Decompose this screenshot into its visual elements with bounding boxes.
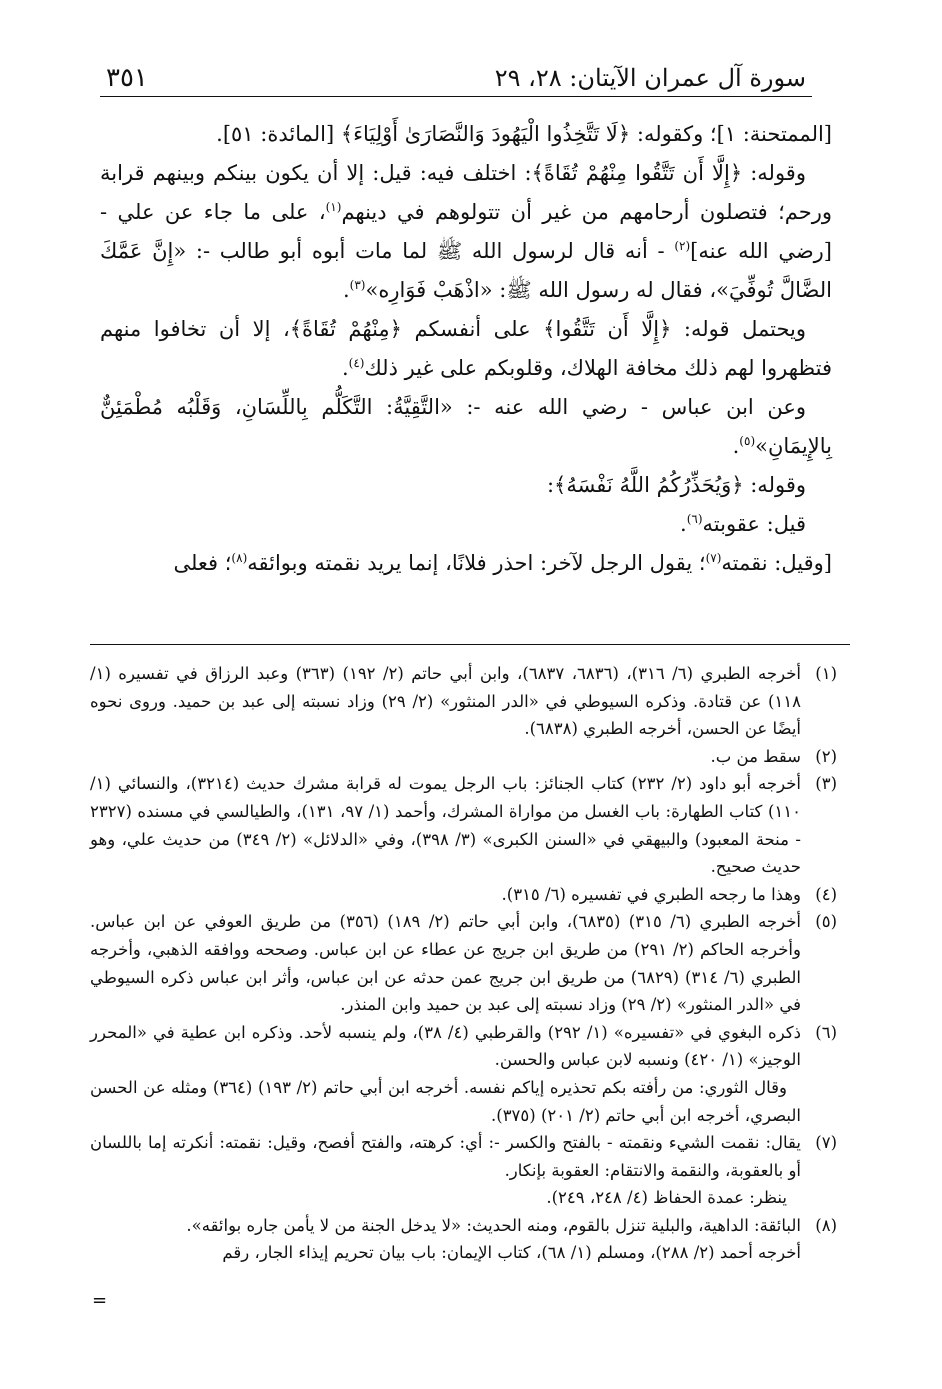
paragraph-6: قيل: عقوبته$^{(٦)}$. xyxy=(680,512,806,536)
paragraph-1: [الممتحنة: ١]؛ وكقوله: ﴿لَا تَتَّخِذُوا الْيَهُودَ وَالنَّصَارَىٰ أَوْلِيَاءَ﴾ [المائدة: ٥١]. xyxy=(216,122,832,146)
footnote-ref-5[interactable]: (٥) xyxy=(739,434,756,448)
footnote-ref-2[interactable]: (٢) xyxy=(674,239,691,253)
footnote-number: (٣) xyxy=(815,774,837,794)
footnote-1 xyxy=(90,660,837,743)
footnote-text-continued: أخرجه أحمد (٢/ ٢٨٨)، ومسلم (١/ ٦٨)، كتاب الإيمان: باب بيان تحريم إيذاء الجار، رقم xyxy=(222,1243,801,1263)
footnote-number: (٥) xyxy=(815,912,837,932)
paragraph-3: ويحتمل قوله: ﴿إِلَّا أَن تَتَّقُوا﴾ على أنفسكم ﴿مِنْهُمْ تُقَاةً﴾، إلا أن تخافوا منهم فتظهروا لهم ذلك مخافة الهلاك، وقلوبكم على غير ذلك$^{(٤)}$. xyxy=(100,317,832,380)
footnote-4 xyxy=(90,881,837,909)
footnote-2 xyxy=(90,743,837,771)
footnote-ref-1[interactable]: (١) xyxy=(325,200,342,214)
footnote-text: أخرجه أبو داود (٢/ ٢٣٢) كتاب الجنائز: باب الرجل يموت له قرابة مشرك حديث (٣٢١٤)، والنسائي (١/ ١١٠) كتاب الطهارة: باب الغسل من مواراة المشرك، وأحمد (١/ ٩٧، ١٣١)، والطيالسي في مسنده (٢٣٢٧ - منحة المعبود) والبيهقي في «السنن الكبرى» (٣/ ٣٩٨)، وفي «الدلائل» (٢/ ٣٤٩) من حديث علي، وهو حديث صحيح. xyxy=(90,774,801,877)
footnote-ref-7[interactable]: (٧) xyxy=(705,551,722,565)
footnote-8 xyxy=(90,1212,837,1267)
paragraph-7: [وقيل: نقمته$^{(٧)}$؛ يقول الرجل لآخر: احذر فلانًا، إنما يريد نقمته وبوائقه$^{(٨)}$؛ فعلى xyxy=(173,551,832,575)
main-text xyxy=(100,115,832,583)
footnote-ref-4[interactable]: (٤) xyxy=(348,356,365,370)
running-title: سورة آل عمران الآيتان: ٢٨، ٢٩ xyxy=(494,64,806,92)
paragraph-5: وقوله: ﴿وَيُحَذِّرُكُمُ اللَّهُ نَفْسَهُ﴾: xyxy=(546,473,806,497)
footnote-6 xyxy=(90,1019,837,1129)
page-header xyxy=(100,52,812,97)
footnote-text-continued: ينظر: عمدة الحفاظ (٤/ ٢٤٨، ٢٤٩). xyxy=(546,1188,787,1208)
footnote-ref-6[interactable]: (٦) xyxy=(686,512,703,526)
footnote-text: سقط من ب. xyxy=(710,746,801,766)
footnote-text-continued: وقال الثوري: من رأفته بكم تحذيره إياكم نفسه. أخرجه ابن أبي حاتم (٢/ ١٩٣) (٣٦٤) ومثله عن الحسن البصري، أخرجه ابن أبي حاتم (٢/ ٢٠١) (٣٧٥). xyxy=(90,1077,801,1125)
footnote-3 xyxy=(90,770,837,880)
footnote-separator xyxy=(90,644,850,645)
footnote-text: البائقة: الداهية، والبلية تنزل بالقوم، ومنه الحديث: «لا يدخل الجنة من لا يأمن جاره بوائقه». xyxy=(186,1215,801,1235)
footnote-ref-8[interactable]: (٨) xyxy=(231,551,248,565)
footnote-text: أخرجه الطبري (٦/ ٣١٥) (٦٨٣٥)، وابن أبي حاتم (٢/ ١٨٩) (٣٥٦) من طريق العوفي عن ابن عباس. وأخرجه الحاكم (٢/ ٢٩١) من طريق ابن جريج عن عطاء عن ابن عباس. وصححه ووافقه الذهبي، وأخرجه الطبري (٦/ ٣١٤) (٦٨٢٩) من طريق ابن جريج عمن حدثه عن ابن عباس، وأثر ابن عباس ذكره السيوطي في «الدر المنثور» (٢/ ٢٩) وزاد نسبته إلى عبد بن حميد وابن المنذر. xyxy=(90,912,802,1015)
footnote-text: وهذا ما رجحه الطبري في تفسيره (٦/ ٣١٥). xyxy=(501,884,801,904)
footnote-5 xyxy=(90,908,837,1018)
footnote-number: (٢) xyxy=(815,746,837,766)
footnotes xyxy=(90,660,837,1267)
footnote-number: (٧) xyxy=(815,1133,837,1153)
footnote-number: (٤) xyxy=(815,884,837,904)
continuation-mark: = xyxy=(92,1290,108,1311)
footnote-ref-3[interactable]: (٣) xyxy=(349,278,366,292)
footnote-text: ذكره البغوي في «تفسيره» (١/ ٢٩٢) والقرطبي (٤/ ٣٨)، ولم ينسبه لأحد. وذكره ابن عطية في «المحرر الوجيز» (١/ ٤٢٠) ونسبه لابن عباس والحسن. xyxy=(90,1022,801,1070)
footnote-text: يقال: نقمت الشيء ونقمته - بالفتح والكسر -: أي: كرهته، والفتح أفصح، وقيل: نقمته: أنكرته إما باللسان أو بالعقوبة، والنقمة والانتقام: العقوبة بإنكار. xyxy=(90,1133,801,1180)
footnote-number: (٨) xyxy=(815,1215,837,1235)
page-number: ٣٥١ xyxy=(106,63,148,93)
paragraph-4: وعن ابن عباس - رضي الله عنه -: «التَّقِيَّةُ: التَّكَلُّم بِاللِّسَانِ، وَقَلْبُه مُطْمَئِنٌّ بِالإِيمَانِ»$^{(٥)}$. xyxy=(100,395,832,458)
footnote-text: أخرجه الطبري (٦/ ٣١٦)، (٦٨٣٦، ٦٨٣٧)، وابن أبي حاتم (٢/ ١٩٢) (٣٦٣) وعبد الرزاق في تفسيره (١/ ١١٨) عن قتادة. وذكره السيوطي في «الدر المنثور» (٢/ ٢٩) وزاد نسبته إلى عبد بن حميد. وروى نحوه أيضًا عن الحسن، أخرجه الطبري (٦٨٣٨). xyxy=(90,664,801,739)
paragraph-2: وقوله: ﴿إِلَّا أَن تَتَّقُوا مِنْهُمْ تُقَاةً﴾: اختلف فيه: قيل: إلا أن يكون بينكم وبينهم قرابة ورحم؛ فتصلون أرحامهم من غير أن تتولوهم في دينهم$^{(١)}$، على ما جاء عن علي - [رضي الله عنه]$^{(٢)}$ - أنه قال لرسول الله ﷺ لما مات أبوه أبو طالب -: «إِنَّ عَمَّكَ الضَّالَّ تُوفِّيَ»، فقال له رسول الله ﷺ: «اذْهَبْ فَوَارِه»$^{(٣)}$. xyxy=(100,161,832,302)
footnote-7 xyxy=(90,1129,837,1212)
footnote-number: (٦) xyxy=(815,1022,837,1042)
footnote-number: (١) xyxy=(815,664,837,683)
